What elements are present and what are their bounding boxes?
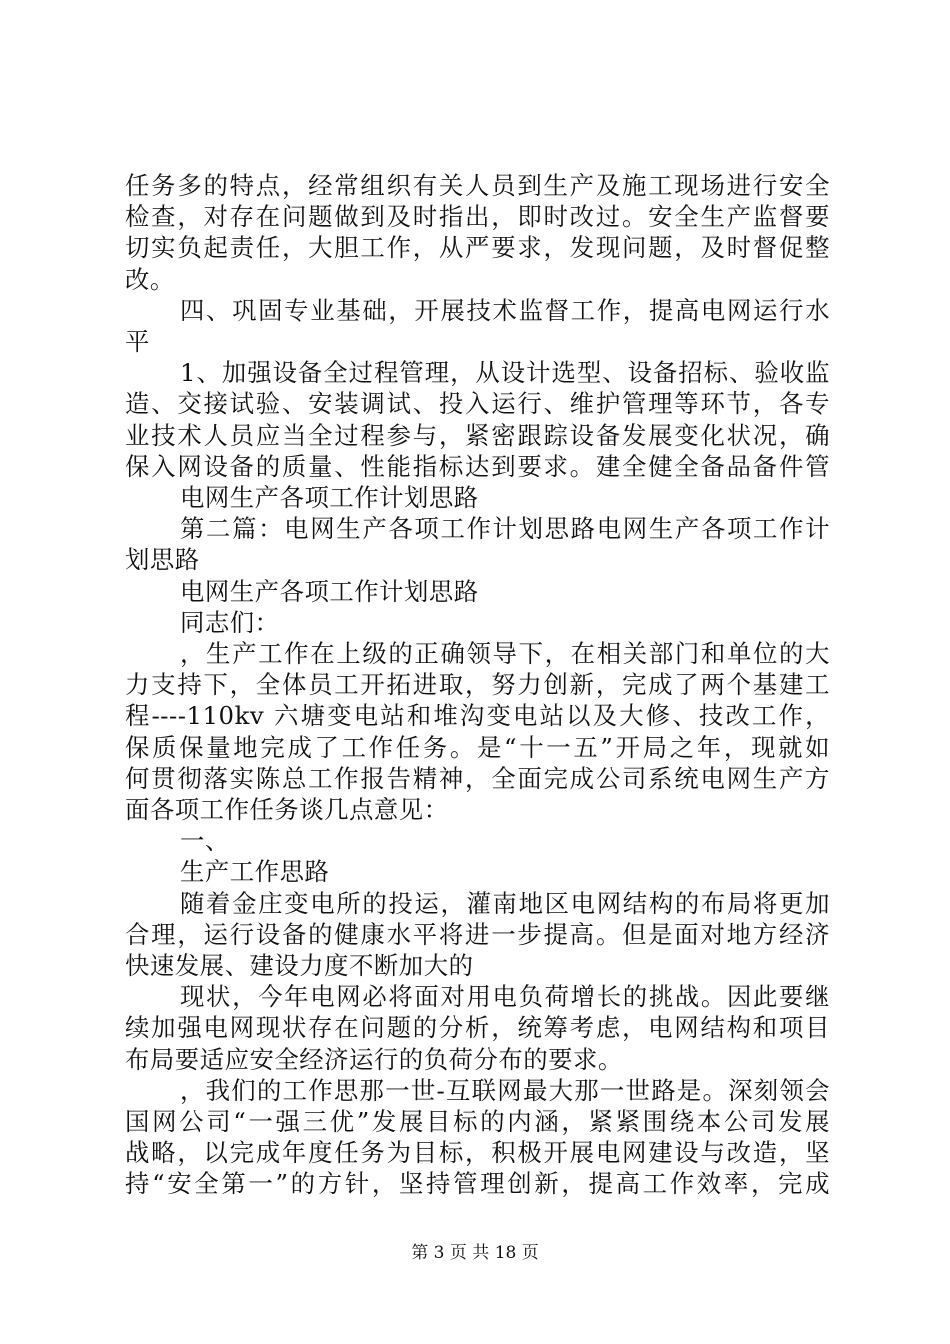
body-text-line: 国网公司“一强三优”发展目标的内涵，紧紧围绕本公司发展 [125,1107,830,1136]
body-text-line: 现状，今年电网必将面对用电负荷增长的挑战。因此要继 [180,982,830,1012]
body-text-line: 程----110kv 六塘变电站和堆沟变电站以及大修、技改工作， [125,701,830,731]
body-text-line: 何贯彻落实陈总工作报告精神，全面完成公司系统电网生产方 [125,763,830,793]
body-text-line: 面各项工作任务谈几点意见： [125,795,449,824]
body-text-line: 布局要适应安全经济运行的负荷分布的要求。 [125,1044,623,1074]
body-text-line: 业技术人员应当全过程参与，紧密跟踪设备发展变化状况，确 [125,420,830,450]
body-text-line: 续加强电网现状存在问题的分析，统筹考虑，电网结构和项目 [125,1013,830,1043]
body-text-line: 保入网设备的质量、性能指标达到要求。建全健全备品备件管 [125,451,830,481]
section-heading-line: 平 [125,327,150,356]
body-text-line: 战略，以完成年度任务为目标，积极开展电网建设与改造，坚 [125,1138,830,1168]
section-number-line: 一、 [180,826,230,856]
section-heading-line: 四、巩固专业基础，开展技术监督工作，提高电网运行水 [180,295,830,325]
salutation-line: 同志们： [180,607,280,637]
body-text-line: 力支持下，全体员工开拓进取，努力创新，完成了两个基建工 [125,670,830,700]
body-text-line: 检查，对存在问题做到及时指出，即时改过。安全生产监督要 [125,202,830,232]
body-text-line: 切实负起责任，大胆工作，从严要求，发现问题，及时督促整 [125,233,830,263]
chapter-heading-line: 划思路 [125,545,200,575]
body-text-line: 改。 [125,264,175,294]
document-title-line: 电网生产各项工作计划思路 [180,483,479,512]
chapter-heading-line: 第二篇：电网生产各项工作计划思路电网生产各项工作计 [180,514,830,544]
body-text-line: 1、加强设备全过程管理，从设计选型、设备招标、验收监 [180,358,830,388]
body-text-line: 保质保量地完成了工作任务。是“十一五”开局之年，现就如 [125,732,830,762]
body-text-line: 合理，运行设备的健康水平将进一步提高。但是面对地方经济 [125,919,830,949]
body-text-line: 快速发展、建设力度不断加大的 [125,951,474,980]
document-title-line: 电网生产各项工作计划思路 [180,576,479,606]
body-text-line: 造、交接试验、安装调试、投入运行、维护管理等环节，各专 [125,389,830,419]
body-text-line: 任务多的特点，经常组织有关人员到生产及施工现场进行安全 [125,171,830,200]
body-text-line: 随着金庄变电所的投运，灌南地区电网结构的布局将更加 [180,888,830,918]
page-number-footer: 第 3 页 共 18 页 [411,1243,539,1263]
body-text-line: ，生产工作在上级的正确领导下，在相关部门和单位的大 [180,639,830,668]
section-heading-line: 生产工作思路 [180,857,330,887]
body-text-line: 持“安全第一”的方针，坚持管理创新，提高工作效率，完成 [125,1169,830,1199]
body-text-line: ，我们的工作思那一世-互联网最大那一世路是。深刻领会 [180,1075,830,1105]
